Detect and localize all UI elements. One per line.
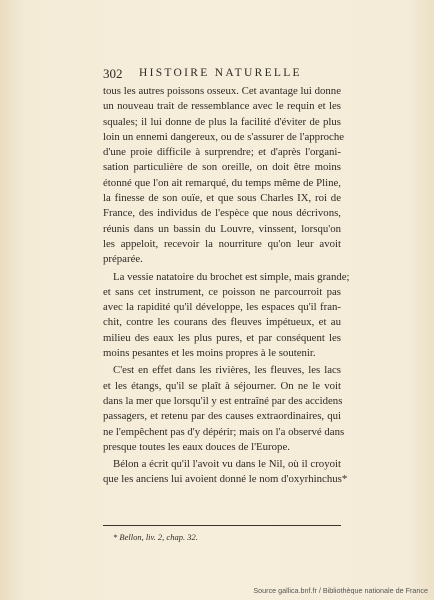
text-line: et les étangs, qu'il se plaît à séjourner. On ne le voit [103, 379, 341, 392]
text-line: et sans cet instrument, ce poisson ne parcourroit pas [103, 285, 341, 298]
text-line: ne l'empêchent pas d'y dépérir; mais on l'a observé dans [103, 425, 345, 438]
text-line: squales; il lui donne de plus la facilité d'éviter de plus [103, 115, 341, 128]
page-number: 302 [103, 66, 123, 81]
text-line: Bélon a écrit qu'il l'avoit vu dans le Nil, où il croyoit [113, 458, 341, 471]
text-line: préparée. [103, 253, 143, 266]
text-line: la finesse de son ouïe, et que sous Charles IX, roi de [103, 192, 341, 205]
text-line: avec la rapidité qu'il développe, les espaces qu'il fran- [103, 301, 341, 314]
source-credit: Source gallica.bnf.fr / Bibliothèque nationale de France [253, 586, 428, 595]
running-title: HISTOIRE NATURELLE [139, 67, 302, 79]
text-line: presque toutes les eaux douces de l'Europe. [103, 440, 290, 453]
text-line: étonné que l'on ait remarqué, du temps même de Pline, [103, 176, 341, 189]
text-line: les appeloit, recevoir la nourriture qu'on leur avoit [103, 237, 341, 250]
text-line: C'est en effet dans les rivières, les fleuves, les lacs [113, 364, 341, 377]
text-line: d'une proie difficile à surprendre; et d'après l'organi- [103, 146, 341, 159]
text-line: chit, contre les courans des fleuves impétueux, et au [103, 316, 341, 329]
text-line: réunis dans un bassin du Louvre, vinssent, lorsqu'on [103, 222, 341, 235]
text-line: tous les autres poissons osseux. Cet avantage lui donne [103, 85, 341, 97]
text-line: dans la mer que lorsqu'il y est entraîné par des accidens [103, 394, 343, 407]
footnote-rule [103, 525, 341, 526]
footnote: * Bellon, liv. 2, chap. 32. [113, 532, 198, 542]
text-line: que les anciens lui avoient donné le nom d'oxyrhinchus* [103, 473, 348, 486]
text-line: passagers, et retenu par des causes extraordinaires, qui [103, 410, 341, 423]
text-line: sation particulière de son oreille, on doit être moins [103, 161, 341, 174]
text-line: milieu des eaux les plus pures, et par conséquent les [103, 331, 341, 344]
text-line: moins pesantes et les moins propres à le soutenir. [103, 347, 316, 360]
text-line: France, des individus de l'espèce que nous décrivons, [103, 207, 341, 220]
text-line: loin un ennemi dangereux, ou de s'assurer de l'approche [103, 130, 345, 143]
page-header [103, 66, 343, 82]
text-line: La vessie natatoire du brochet est simple, mais grande; [113, 270, 350, 283]
body-text [103, 84, 350, 488]
text-line: un nouveau trait de ressemblance avec le requin et les [103, 100, 341, 113]
